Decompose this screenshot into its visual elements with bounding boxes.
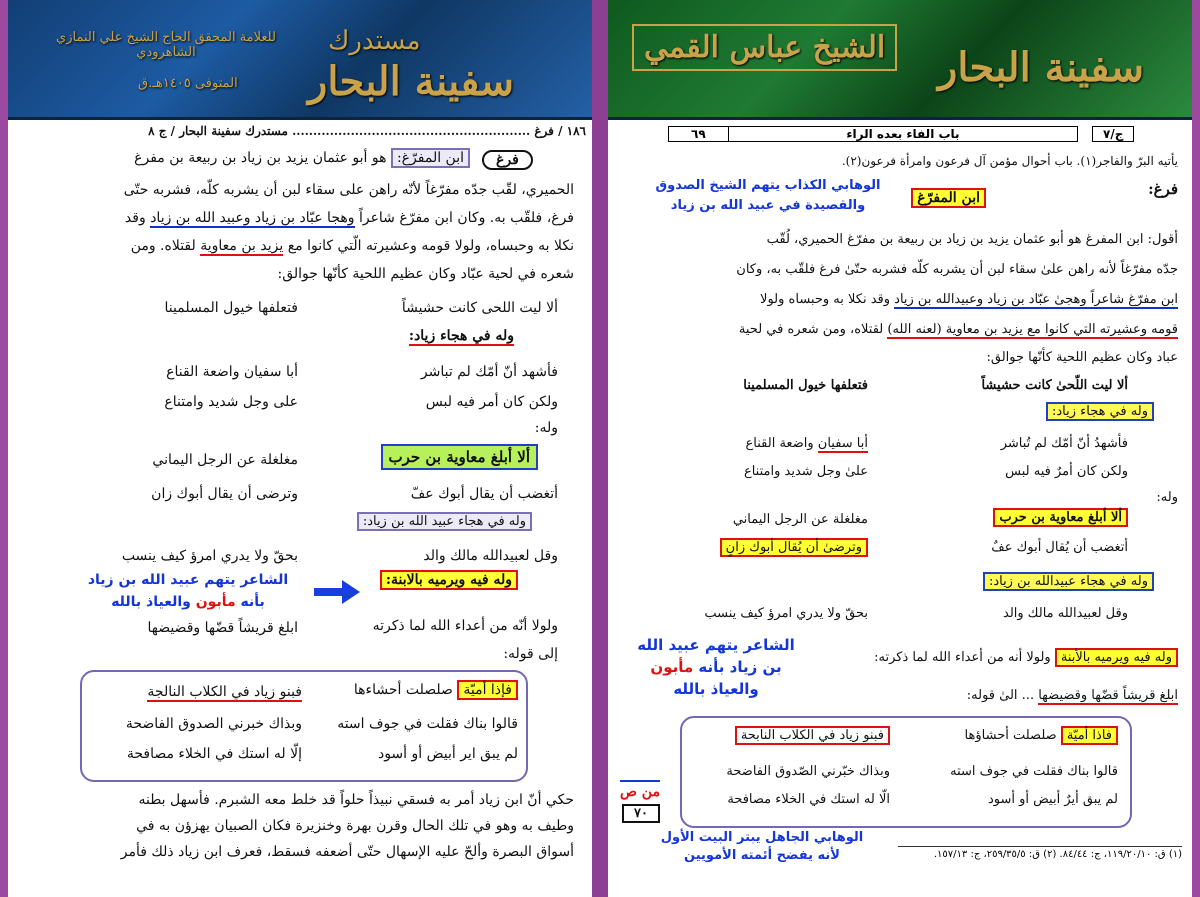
left-line-4 — [26, 238, 574, 254]
left-line-3c: وقد — [124, 210, 146, 226]
right-verse-4b: مغلغلة عن الرجل اليماني — [732, 512, 868, 527]
left-note-accuse-1: الشاعر يتهم عبيد الله بن زياد — [87, 572, 289, 588]
right-verse-7b: ... الىٰ قوله: — [966, 688, 1035, 703]
left-verse-3a: ولكن كان أمر فيه لبس — [425, 394, 558, 410]
right-heading-wa-lahu: وله: — [1156, 490, 1178, 505]
left-line-4a: نكلا به وحبساه، ولولا قومه وعشيرته الّتي كانوا مع — [287, 238, 574, 254]
left-verse-4b: مغلغلة عن الرجل اليماني — [152, 452, 298, 468]
left-line-2: الحميري، لقّب جدّه مفرّغاً لأنّه راهن على سقاء لبن أن يشربه كلّه، فشربه حتّى — [123, 182, 574, 198]
right-accuse-line-1: الوهابي الكذاب يتهم الشيخ الصدوق — [655, 178, 881, 193]
left-arrow-icon — [314, 580, 360, 604]
right-verse-3b: علىٰ وجل شديد وامتناع — [743, 464, 868, 479]
left-poem-1b: صلصلت أحشاءها — [353, 682, 453, 698]
right-poem-3b: الّا له استك في الخلاء مصافحة — [727, 792, 890, 807]
right-entry-tag: فرغ: — [1148, 180, 1178, 198]
right-line-3a: ابن مفرّغ شاعراً وهجىٰ عبّاد بن زياد وعبيدالله بن زياد — [894, 292, 1178, 307]
right-verse-3a: ولكن كان أمرٌ فيه لبس — [1005, 464, 1128, 479]
right-from-page-label: من ص — [620, 780, 660, 800]
left-poem-2b: وبذاك خبرني الصدوق الفاضحة — [125, 716, 302, 732]
right-heading-ubaydallah — [908, 574, 1154, 589]
right-note-3: والعياذ بالله — [673, 680, 759, 698]
right-verse-2c: واضعة القناع — [745, 436, 814, 451]
right-line-4a: قومه وعشيرته التي كانوا مع يزيد بن معاوية (لعنه الله) — [887, 322, 1178, 337]
left-note-accuse-2 — [68, 594, 308, 610]
left-verse-4a: ألا أبلغ معاوية بن حرب — [381, 444, 538, 470]
left-line-3 — [26, 210, 574, 226]
left-body-2: وطيف به وهو في تلك الحال وقرن بهرة وخنزيرة فكان الصبيان يهزؤن به في — [136, 818, 574, 834]
left-cover-title-top: مستدرك — [328, 26, 421, 56]
right-wahhabi-note-1: الوهابي الجاهل يبتر البيت الأول — [660, 830, 864, 845]
left-body-1: حكي أنّ ابن زياد أمر به فسقي نبيذاً حلواً قد خلط معه الشبرم. فأسهل بطنه — [138, 792, 574, 808]
right-poem-umayya: فاذا أميّة — [1061, 726, 1118, 745]
left-verse-2b: أبا سفيان واضعة القناع — [166, 364, 298, 380]
right-heading-ubna: وله فيه ويرميه بالأبنة — [1055, 648, 1178, 667]
right-cover-title: سفينة البحار — [938, 44, 1144, 91]
left-line-3-underlined: وهجا عبّاد بن زياد وعبيد الله بن زياد — [150, 210, 355, 226]
left-line-4c: لقتلاه. ومن — [130, 238, 196, 254]
left-line-3a: فرغ، فلقّب به. وكان ابن مفرّغ شاعراً — [358, 210, 574, 226]
left-verse-7b: ابلغ قريشاً قضّها وقضيضها — [147, 620, 298, 636]
right-line-2: جدّه مفرّغاً لأنه راهن علىٰ سقاء لبن أن يشربه كلّه فشربه حتّىٰ فرغ فلقّب به، وكان — [736, 262, 1178, 277]
right-volume: ج/٧ — [1092, 126, 1134, 142]
left-entry-tag: فرغ — [482, 150, 533, 170]
right-heading-ubna-line — [808, 650, 1178, 665]
right-verse-6a: وقل لعبيدالله مالك والد — [1003, 606, 1128, 621]
left-verse-5a: أتغضب أن يقال أبوك عفّ — [410, 486, 558, 502]
right-line-4b: لقتلاه، ومن شعره في لحية — [738, 322, 884, 337]
right-verse-5b: وترضىٰ أن يُقال أبوك زانٍ — [720, 538, 868, 557]
left-verse-3b: على وجل شديد وامتناع — [164, 394, 298, 410]
right-verse-4a: ألا أبلغ معاوية بن حرب — [993, 508, 1128, 527]
right-line-3b: وقد نكلا به وحبساه ولولا — [760, 292, 891, 307]
left-verse-7a: ولولا أنّه من أعداء الله لما ذكرته — [372, 618, 558, 634]
right-ibn-box — [898, 190, 986, 206]
left-ibn-mufarragh-box: ابن المفرّغ: — [391, 148, 470, 168]
right-page-scan — [608, 0, 1192, 897]
left-running-header: ١٨٦ / فرغ ......................................................... مستدرك سفينة البحار / ج ٨ — [148, 124, 586, 138]
right-cover-author: الشيخ عباس القمي — [632, 24, 897, 71]
left-verse-6a: وقل لعبيدالله مالك والد — [423, 548, 558, 564]
left-poem-1c-text: فبنو زياد في الكلاب النالجة — [147, 684, 302, 700]
right-verse-1b: فتعلفها خيول المسلمينا — [743, 378, 868, 393]
left-verse-1b: فتعلفها خيول المسلمينا — [164, 300, 298, 316]
left-line-5: شعره في لحية عبّاد وكان عظيم اللحية كأنّها جوالق: — [277, 266, 574, 282]
left-heading-ubaydallah-text: وله في هجاء عبيد الله بن زياد: — [357, 512, 532, 531]
left-heading-ubaydallah — [320, 514, 532, 529]
left-verse-5b: وترضى أن يقال أبوك زان — [151, 486, 298, 502]
right-from-page-number: ٧٠ — [622, 804, 660, 823]
right-verse-4a-line — [908, 510, 1128, 525]
right-verse-2b-line — [658, 436, 868, 451]
right-line-3 — [628, 292, 1178, 307]
right-verse-6b: بحقّ ولا يدري امرؤ كيف ينسب — [704, 606, 868, 621]
right-verse-2b: أبا سفيان — [817, 436, 868, 451]
right-heading-ubaydallah-text: وله في هجاء عبيدالله بن زياد: — [983, 572, 1154, 591]
right-poem-3a: لم يبق أيرٌ أبيض أو أسود — [987, 792, 1118, 807]
left-verse-7c: إلى قوله: — [503, 646, 558, 662]
left-heading-hija-ziyad — [308, 328, 514, 344]
left-verse-6b: بحقّ ولا يدري امرؤ كيف ينسب — [121, 548, 298, 564]
right-line-1: أقول: ابن المفرغ هو أبو عثمان يزيد بن زياد بن ربيعة بن مفرّغ الحميري، لُقّب — [766, 232, 1178, 247]
left-note-accuse-2b: والعياذ بالله — [111, 594, 191, 610]
left-poem-2a: قالوا بناك فقلت في جوف استه — [337, 716, 518, 732]
page-gutter — [592, 0, 608, 897]
right-poem-1a — [898, 728, 1118, 743]
left-poem-3b: إلّا له استك في الخلاء مصافحة — [126, 746, 302, 762]
right-poem-1b: صلصلت أحشاؤها — [964, 728, 1057, 743]
right-verse-2a: فأشهدُ أنّ أمّك لم تُباشر — [1000, 436, 1128, 451]
right-poem-1c-line — [694, 728, 890, 743]
right-ibn-box-text: ابن المفرّغ — [911, 188, 986, 208]
left-poem-1c — [92, 684, 302, 700]
left-poem-1a — [308, 682, 518, 698]
right-note-2 — [626, 658, 806, 676]
left-cover-death-date: المتوفى ١٤٠٥هـ.ق — [138, 76, 238, 91]
left-note-accuse-2a: بأنه — [240, 594, 265, 610]
left-line-4-yazid: يزيد بن معاوية — [200, 238, 284, 254]
right-verse-1a: ألا ليت اللّحىٰ كانت حشيشاً — [981, 378, 1128, 393]
right-footnote: (١) ق: ١١٩/٢٠/١٠، ج: ٨٤/٤٤. (٢) ق: ٢٥٩/٣٥/٥، ج: ١٥٧/١٣. — [898, 846, 1182, 860]
right-verse-5b-line — [658, 540, 868, 555]
left-body-3: أسواق البصرة وألحّ عليه الإسهال حتّى أضعفه فسقط، فعرف ابن زياد ذلك فأمر — [120, 844, 574, 860]
right-verse-7a: ابلغ قريشاً قضّها وقضيضها — [1038, 688, 1178, 703]
right-chapter-title: باب الفاء بعده الراء — [728, 126, 1078, 142]
right-poem-1c: فبنو زياد في الكلاب النابحة — [735, 726, 890, 745]
right-heading-ubna-b: ولولا أنه من أعداء الله لما ذكرته: — [874, 650, 1051, 665]
left-line-1 — [26, 150, 470, 166]
left-cover-title: سفينة البحار — [308, 58, 514, 105]
right-page-number: ٦٩ — [668, 126, 729, 142]
right-book-cover — [608, 0, 1192, 120]
left-verse-4a-box — [318, 448, 538, 466]
left-note-mabun: مأبون — [195, 594, 236, 610]
left-heading-ubna-text: وله فيه ويرميه بالابنة: — [380, 570, 518, 590]
right-line-5: عباد وكان عظيم اللحية كأنّها جوالق: — [986, 350, 1178, 365]
right-heading-ziyad — [968, 404, 1154, 419]
left-line-1-text: هو أبو عثمان يزيد بن زياد بن ربيعة بن مفرغ — [134, 150, 387, 166]
right-verse-7-line — [848, 688, 1178, 703]
left-cover-author: للعلامة المحقق الحاج الشيخ علي النمازي الشاهرودي — [56, 30, 276, 60]
right-note-2a: بن زياد بأنه — [698, 658, 782, 676]
left-poem-3a: لم يبق اير أبيض أو أسود — [377, 746, 518, 762]
right-line-0: يأتيه البرّ والفاجر(١). باب أحوال مؤمن آل فرعون وامرأة فرعون(٢). — [841, 154, 1178, 168]
left-heading-ubna — [368, 572, 518, 588]
right-heading-ziyad-text: وله في هجاء زياد: — [1046, 402, 1154, 421]
right-wahhabi-note-2: لأنه يفضح أئمته الأمويين — [684, 848, 840, 863]
left-verse-1a: ألا ليت اللحى كانت حشيشاً — [401, 300, 558, 316]
right-note-1: الشاعر يتهم عبيد الله — [637, 636, 795, 654]
right-poem-2b: وبذاك خبّرني الصّدوق الفاضحة — [726, 764, 890, 779]
right-accuse-line-2: والقصيدة في عبيد الله بن زياد — [670, 198, 866, 213]
right-verse-5a: أتغضب أن يُقال أبوك عفٌ — [991, 540, 1128, 555]
left-heading-wa-lahu: وله: — [534, 420, 558, 436]
right-note-mabun: مأبون — [650, 658, 694, 676]
left-heading-hija-ziyad-text: وله في هجاء زياد: — [408, 328, 514, 344]
right-line-4 — [628, 322, 1178, 337]
right-poem-2a: قالوا بناك فقلت في جوف استه — [950, 764, 1118, 779]
left-page-scan — [8, 0, 592, 897]
left-poem-umayya: فإذا أميّة — [457, 680, 518, 700]
left-book-cover — [8, 0, 592, 120]
left-verse-2a: فأشهد أنّ أمّك لم تباشر — [420, 364, 558, 380]
